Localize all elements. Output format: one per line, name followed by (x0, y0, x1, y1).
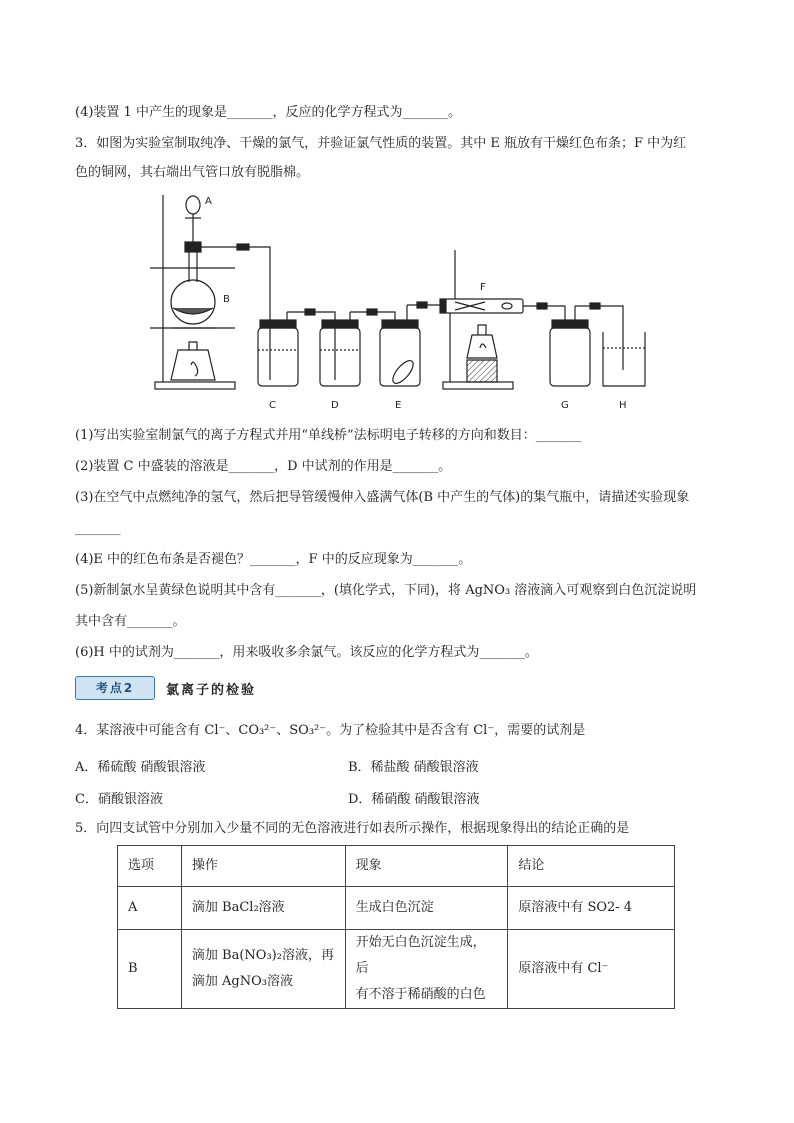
section-badge: 考点2 (75, 676, 155, 700)
bottle-d (320, 328, 360, 386)
row-operation-line2: 滴加 AgNO₃溶液 (191, 974, 293, 989)
label-a: A (205, 196, 212, 207)
label-h: H (619, 400, 627, 411)
row-phenomenon: 生成白色沉淀 (345, 887, 508, 930)
row-phenomenon-line1: 开始无白色沉淀生成，后 (355, 935, 486, 976)
label-g: G (561, 400, 569, 411)
label-d: D (331, 400, 339, 411)
table-row (118, 930, 675, 1009)
q4-option-a[interactable]: A．稀硫酸 硝酸银溶液 (75, 760, 206, 775)
table-header: 选项 (118, 846, 182, 887)
q3-sub5-line2: 其中含有_______。 (75, 614, 186, 629)
bottle-c (258, 328, 298, 386)
beaker-h (603, 332, 645, 386)
apparatus-diagram (145, 190, 655, 415)
q3-sub3-line2: _______ (75, 521, 121, 536)
q3-prev-item-4: (4)装置 1 中产生的现象是_______，反应的化学方程式为_______。 (75, 105, 461, 120)
q3-sub3-line1: (3)在空气中点燃纯净的氢气，然后把导管缓慢伸入盛满气体(B 中产生的气体)的集气瓶中，请描述实验现象 (75, 490, 690, 505)
q3-sub2: (2)装置 C 中盛装的溶液是_______，D 中试剂的作用是_______。 (75, 459, 452, 474)
table-header: 操作 (181, 846, 345, 887)
row-phenomenon-line2: 有不溶于稀硝酸的白色 (355, 987, 486, 1002)
alcohol-lamp (171, 350, 215, 380)
stand-base (155, 382, 235, 389)
table-row (118, 887, 675, 930)
section-title: 氯离子的检验 (166, 683, 257, 698)
row-option: B (118, 930, 182, 1009)
row-operation-line1: 滴加 Ba(NO₃)₂溶液，再 (191, 948, 334, 963)
row-conclusion: 原溶液中有 SO2- 4 (508, 887, 675, 930)
q3-sub1: (1)写出实验室制氯气的离子方程式并用“单线桥”法标明电子转移的方向和数目：_______ (75, 428, 582, 443)
label-e: E (395, 400, 402, 411)
round-bottom-flask (171, 280, 215, 324)
bottle-e (380, 328, 420, 386)
row-conclusion: 原溶液中有 Cl⁻ (508, 930, 675, 1009)
q3-sub6: (6)H 中的试剂为_______，用来吸收多余氯气。该反应的化学方程式为_______。 (75, 645, 538, 660)
q4-option-c[interactable]: C．硝酸银溶液 (75, 792, 163, 807)
q3-intro-line1: 3．如图为实验室制取纯净、干燥的氯气，并验证氯气性质的装置。其中 E 瓶放有干燥红色布条；F 中为红 (75, 136, 687, 151)
q3-sub4: (4)E 中的红色布条是否褪色？_______，F 中的反应现象为_______。 (75, 552, 472, 567)
label-b: B (223, 294, 230, 305)
row-operation (181, 930, 345, 1009)
table-header: 现象 (345, 846, 508, 887)
label-c: C (269, 400, 276, 411)
q4-option-b[interactable]: B．稀盐酸 硝酸银溶液 (348, 760, 479, 775)
row-phenomenon (345, 930, 508, 1009)
q5-stem: 5．向四支试管中分别加入少量不同的无色溶液进行如表所示操作，根据现象得出的结论正确的是 (75, 821, 630, 836)
q4-stem: 4．某溶液中可能含有 Cl⁻、CO₃²⁻、SO₃²⁻。为了检验其中是否含有 Cl⁻，需要的试剂是 (75, 723, 586, 738)
row-operation: 滴加 BaCl₂溶液 (181, 887, 345, 930)
q4-option-d[interactable]: D．稀硝酸 硝酸银溶液 (348, 792, 480, 807)
q3-intro-line2: 色的铜网，其右端出气管口放有脱脂棉。 (75, 165, 310, 180)
q5-table (117, 845, 675, 1009)
tube-f (445, 299, 523, 313)
label-f: F (480, 282, 486, 293)
table-header: 结论 (508, 846, 675, 887)
q3-sub5-line1: (5)新制氯水呈黄绿色说明其中含有_______，(填化学式，下同)，将 AgNO₃ 溶液滴入可观察到白色沉淀说明 (75, 583, 697, 598)
row-option: A (118, 887, 182, 930)
bottle-g (550, 328, 590, 386)
separatory-funnel (186, 196, 200, 214)
red-cloth-strip (389, 357, 416, 386)
